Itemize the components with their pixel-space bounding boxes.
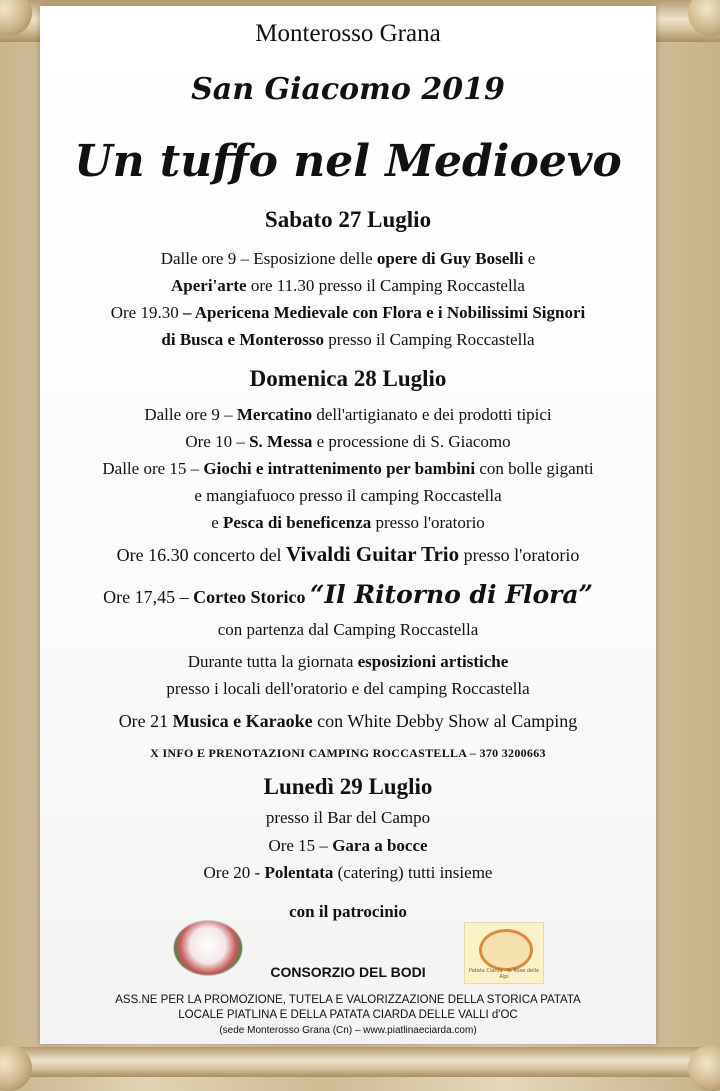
patata-ciarda-logo: Patata Ciarda · le Rose delle Alpi	[464, 922, 544, 984]
consortium-name: CONSORZIO DEL BODI	[270, 964, 426, 980]
sunday-line-8: con partenza dal Camping Roccastella	[217, 620, 479, 639]
monday-line-1: presso il Bar del Campo	[265, 808, 431, 827]
theme-title: Un tuffo nel Medioevo	[74, 136, 622, 187]
association-line-1: ASS.NE PER LA PROMOZIONE, TUTELA E VALORIZZAZIONE DELLA STORICA PATATA	[115, 994, 581, 1006]
sunday-line-6: Ore 16.30 concerto del Vivaldi Guitar Trio presso l'oratorio	[116, 542, 580, 566]
association-address: (sede Monterosso Grana (Cn) – www.piatlinaeciarda.com)	[219, 1025, 477, 1036]
scroll-bottom-roll	[0, 1047, 720, 1077]
monday-heading: Lunedì 29 Luglio	[263, 774, 433, 799]
info-line: X INFO E PRENOTAZIONI CAMPING ROCCASTELLA – 370 3200663	[150, 746, 546, 760]
patronage-label: con il patrocinio	[289, 902, 407, 921]
sunday-line-2: Ore 10 – S. Messa e processione di S. Giacomo	[185, 432, 511, 451]
saturday-line-1: Dalle ore 9 – Esposizione delle opere di Guy Boselli e	[160, 249, 536, 268]
sunday-line-11: Ore 21 Musica e Karaoke con White Debby Show al Camping	[118, 711, 578, 731]
monday-line-2: Ore 15 – Gara a bocce	[268, 836, 428, 855]
sunday-line-1: Dalle ore 9 – Mercatino dell'artigianato e dei prodotti tipici	[144, 405, 552, 424]
scroll-curl-bottom-right	[688, 1045, 720, 1091]
sunday-line-4: e mangiafuoco presso il camping Roccastella	[194, 486, 502, 505]
poster-sheet	[40, 6, 656, 1044]
town-name: Monterosso Grana	[255, 20, 441, 47]
sunday-heading: Domenica 28 Luglio	[249, 366, 447, 391]
saturday-line-4: di Busca e Monterosso presso il Camping Roccastella	[161, 330, 535, 349]
association-line-2: LOCALE PIATLINA E DELLA PATATA CIARDA DELLE VALLI d'OC	[178, 1009, 518, 1021]
sunday-line-3: Dalle ore 15 – Giochi e intrattenimento per bambini con bolle giganti	[102, 459, 594, 478]
sunday-line-9: Durante tutta la giornata esposizioni artistiche	[187, 652, 509, 671]
saturday-line-3: Ore 19.30 – Apericena Medievale con Flora e i Nobilissimi Signori	[110, 303, 586, 322]
event-title: San Giacomo 2019	[191, 72, 505, 107]
sunday-line-7: Ore 17,45 – Corteo Storico “Il Ritorno di Flora”	[103, 580, 593, 609]
sunday-line-5: e Pesca di beneficenza presso l'oratorio	[211, 513, 485, 532]
saturday-line-2: Aperi'arte ore 11.30 presso il Camping Roccastella	[171, 276, 525, 295]
sunday-line-10: presso i locali dell'oratorio e del camping Roccastella	[166, 679, 530, 698]
saturday-heading: Sabato 27 Luglio	[264, 207, 432, 232]
monday-line-3: Ore 20 - Polentata (catering) tutti insieme	[203, 863, 493, 882]
